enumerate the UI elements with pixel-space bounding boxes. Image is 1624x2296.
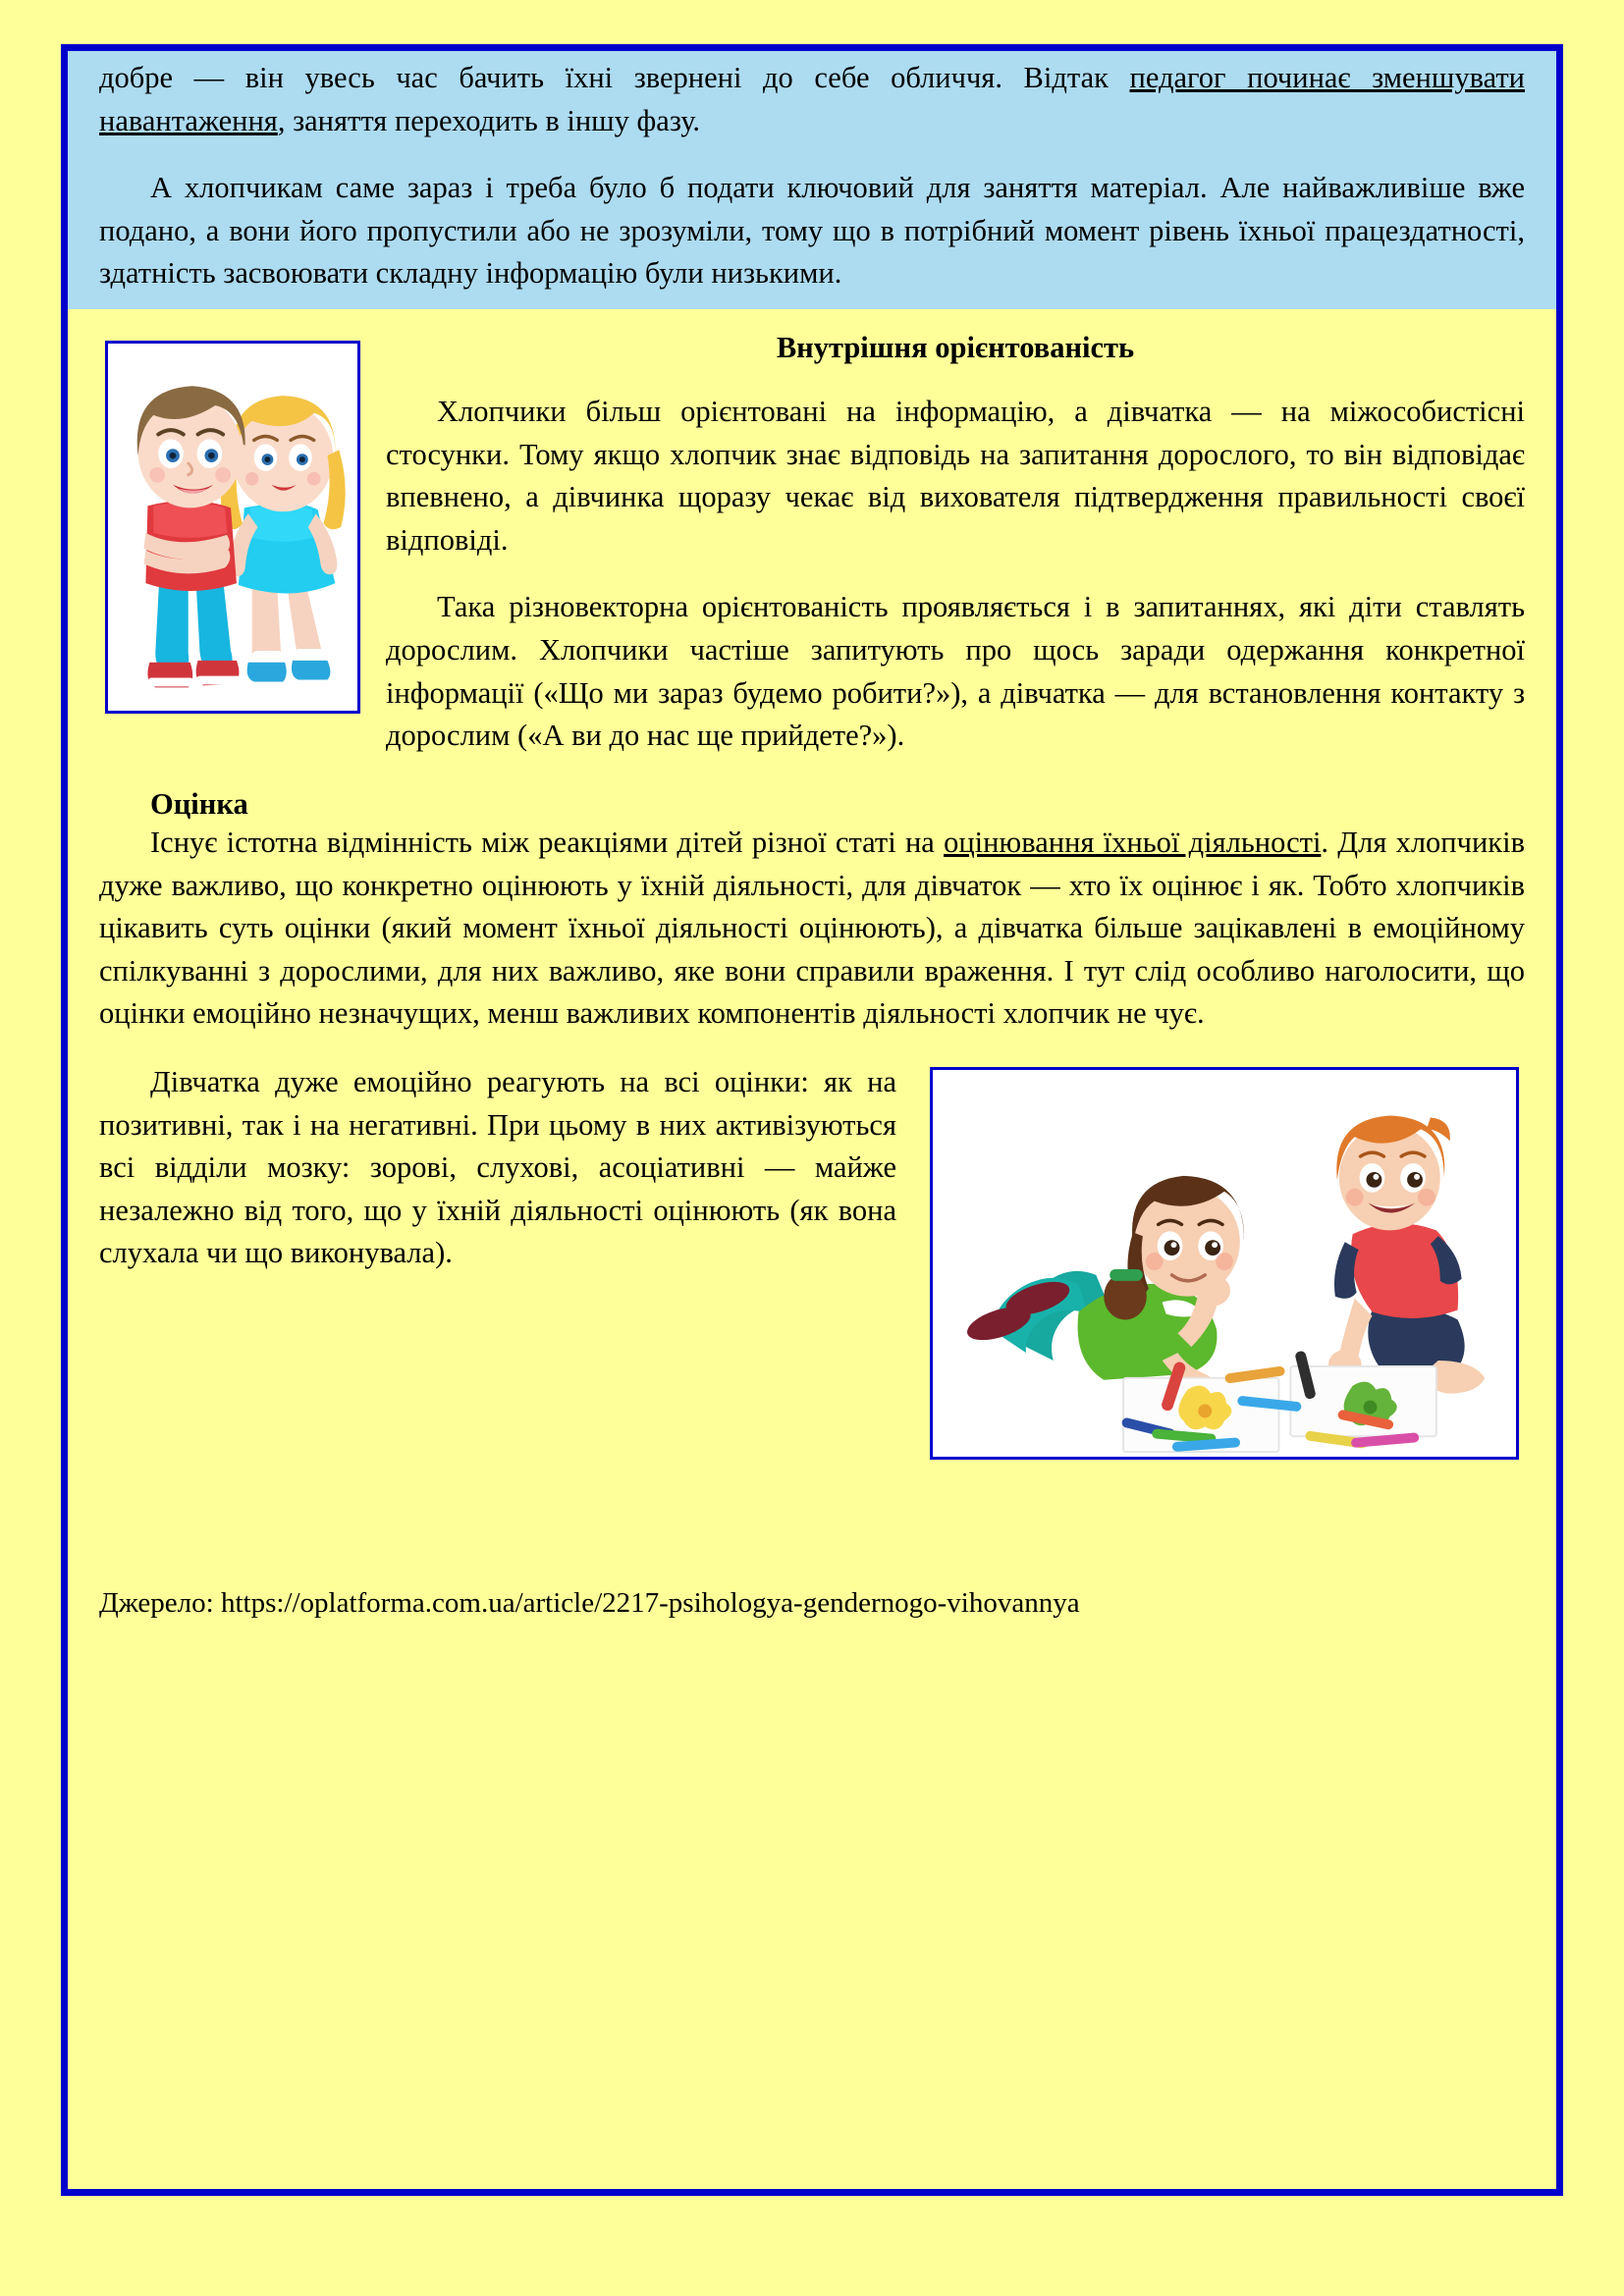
evaluation-paragraph-1-text-after: . Для хлопчиків дуже важливо, що конкретно оцінюють у їхній діяльності, для дівчаток — хто їх оцінює і як. Тобто хлопчиків цікавить суть оцінки (який момент їхньої діяльності оцінюють), а дівчатка більше зацікавлені в емоційному спілкуванні з дорослими, для них важливо, яке вони справили враження. І тут слід особливо наголосити, що оцінки емоційно незначущих, менш важливих компонентів діяльності хлопчик не чує. [99,825,1525,1031]
evaluation-paragraph-2: Дівчатка дуже емоційно реагують на всі оцінки: як на позитивні, так і на негативні. При цьому в них активізуються всі відділи мозку: зорові, слухові, асоціативні — майже незалежно від того, що у їхній діяльності оцінюють (як вона слухала чи що виконувала). [99,1064,896,1270]
evaluation-section [68,787,1556,1036]
orientation-paragraph-2: Така різновекторна орієнтованість проявляється і в запитаннях, які діти ставлять дорослим. Хлопчики частіше запитують про щось заради одержання конкретної інформації («Що ми зараз будемо робити?»), а дівчатка — для встановлення контакту з дорослим («А ви до нас ще прийдете?»). [386,590,1525,753]
orientation-heading: Внутрішня орієнтованість [776,331,1135,365]
highlighted-intro-block [68,51,1556,309]
intro-paragraph-1-underlined-phrase: педагог починає зменшувати навантаження [99,61,1526,137]
girl-and-boy-drawing-on-floor-illustration [933,1070,1516,1457]
girl-and-boy-drawing-image [930,1067,1519,1460]
document-page [61,44,1563,2196]
evaluation-paragraph-1-underlined-phrase: оцінювання їхньої діяльності [944,825,1322,859]
evaluation-paragraph-1-text-before: Існує істотна відмінність між реакціями дітей різної статі на [150,825,945,859]
source-label: Джерело: [99,1586,221,1619]
intro-paragraph-1-text-before: добре — він увесь час бачить їхні звернені до себе обличчя. Відтак [99,61,1130,94]
boy-and-girl-standing-image [105,341,360,714]
intro-paragraph-1 [99,57,1525,142]
orientation-text-column [386,331,1525,758]
intro-paragraph-2: А хлопчикам саме зараз і треба було б подати ключовий для заняття матеріал. Але найважливіше вже подано, а вони його пропустили або не зрозуміли, тому що в потрібний момент рівень їхньої працездатності, здатність засвоювати складну інформацію були низькими. [99,171,1525,291]
source-line [68,1587,1556,1620]
orientation-section [68,331,1556,758]
intro-paragraph-1-text-after: , заняття переходить в іншу фазу. [277,103,701,137]
orientation-paragraph-1: Хлопчики більш орієнтовані на інформацію, а дівчатка — на міжособистісні стосунки. Тому якщо хлопчик знає відповідь на запитання дорослого, то він відповідає впевнено, а дівчинка щоразу чекає від вихователя підтвердження правильності своєї відповіді. [386,395,1525,557]
page-content [68,51,1556,2189]
boy-and-girl-standing-illustration [108,344,357,711]
source-url: https://oplatforma.com.ua/article/2217-psihologya-gendernogo-vihovannya [220,1586,1080,1619]
girls-reaction-section [68,1061,1556,1469]
evaluation-heading: Оцінка [150,786,248,821]
evaluation-paragraph-1 [99,822,1525,1036]
